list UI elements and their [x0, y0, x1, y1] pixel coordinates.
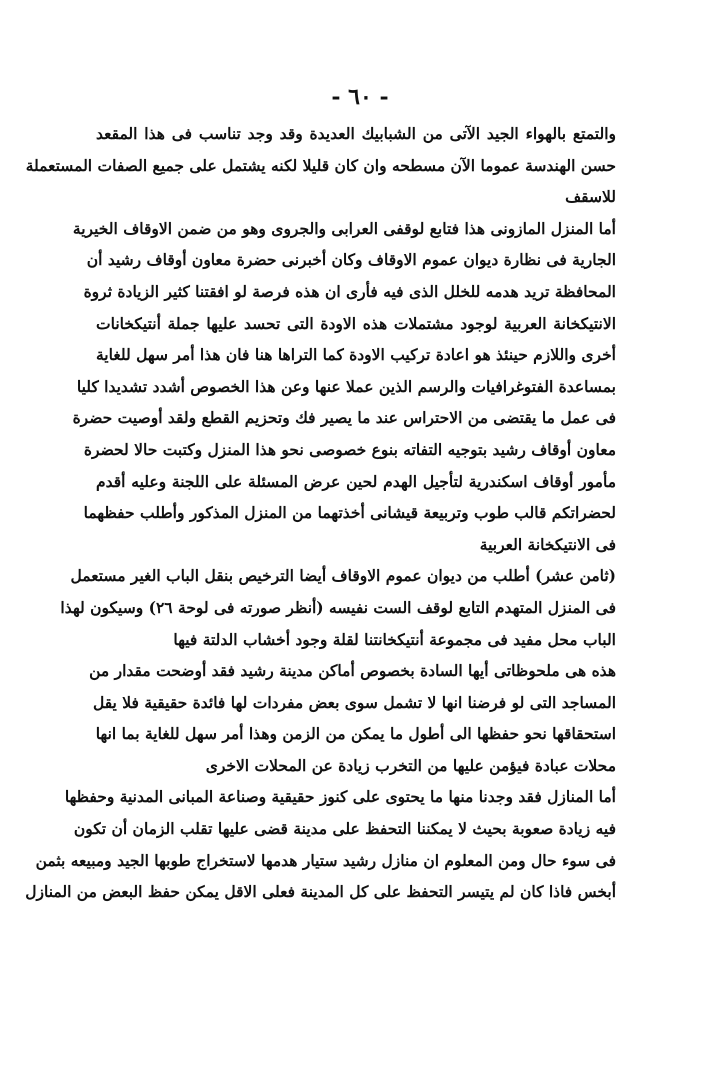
paragraph-p5 [25, 781, 616, 907]
paragraph-p3 [60, 560, 616, 655]
page-number: - ٦٠ - [331, 84, 389, 110]
paragraph-p4 [89, 655, 616, 781]
text-line: المساجد التى لو فرضنا انها لا تشمل سوى بعض مفردات لها فائدة حقيقية فلا يقل [92, 692, 616, 712]
text-line: بمساعدة الفتوغرافيات والرسم الذين عملا عنها وعن هذا الخصوص أشدد تشديدا كليا [76, 376, 616, 396]
text-line: المحافظة تريد هدمه للخلل الذى فيه فأرى ان هذه فرصة لو افقتنا كثير الزيادة ثروة [83, 281, 616, 301]
text-line: استحقاقها نحو حفظها الى أطول ما يمكن من الزمن وهذا أمر سهل للغاية بما انها [95, 724, 616, 744]
text-line: الانتيكخانة العربية لوجود مشتملات هذه الاودة التى تحسد عليها جملة أنتيكخانات [96, 313, 616, 333]
text-line: حسن الهندسة عموما الآن مسطحه وان كان قليلا لكنه يشتمل على جميع الصفات المستعملة [25, 155, 616, 175]
text-line: مأمور أوقاف اسكندرية لتأجيل الهدم لحين عرض المسئلة على اللجنة وعليه أقدم [96, 471, 616, 491]
text-line: فى الانتيكخانة العربية [479, 534, 616, 554]
text-line: هذه هى ملحوظاتى أيها السادة بخصوص أماكن مدينة رشيد فقد أوضحت مقدار من [89, 661, 616, 681]
text-line: والتمتع بالهواء الجيد الآتى من الشبابيك العديدة وقد وجد تناسب فى هذا المقعد [96, 124, 616, 143]
text-line: فيه زيادة صعوبة بحيث لا يمكننا التحفظ على مدينة قضى عليها تقلب الزمان أن تكون [73, 819, 616, 839]
text-line: معاون أوقاف رشيد بتوجيه التفاته بنوع خصوصى نحو هذا المنزل وكتبت حالا لحضرة [83, 439, 616, 459]
text-line: فى المنزل المتهدم التابع لوقف الست نفيسه (أنظر صورته فى لوحة ٢٦) وسيكون لهذا [60, 597, 616, 617]
text-line: أبخس فاذا كان لم يتيسر التحفظ على كل المدينة فعلى الاقل يمكن حفظ البعض من المنازل [25, 882, 616, 902]
text-line: فى سوء حال ومن المعلوم ان منازل رشيد ستيار هدمها لاستخراج طوبها الجيد ومبيعه بثمن [35, 850, 616, 870]
text-line: أخرى واللازم حينئذ هو اعادة تركيب الاودة كما التراها هنا فان هذا أمر سهل للغاية [96, 345, 616, 365]
paragraph-p2 [72, 213, 616, 561]
text-line: الباب محل مفيد فى مجموعة أنتيكخانتنا لقلة وجود أخشاب الدلتة فيها [173, 629, 616, 649]
text-line: لحضراتكم قالب طوب وتربيعة قيشانى أخذتهما من المنزل المذكور وأطلب حفظهما [83, 503, 616, 523]
text-line: فى عمل ما يقتضى من الاحتراس عند ما يصير فك وتحزيم القطع ولقد أوصيت حضرة [72, 408, 616, 428]
text-line: أما المنزل المازونى هذا فتابع لوقفى العرابى والجروى وهو من ضمن الاوقاف الخيرية [72, 218, 616, 238]
text-line: (ثامن عشر) أطلب من ديوان عموم الاوقاف أيضا الترخيص بنقل الباب الغير مستعمل [70, 566, 616, 586]
text-line: أما المنازل فقد وجدنا منها ما يحتوى على كنوز حقيقية وصناعة المبانى المدنية وحفظها [64, 787, 616, 807]
text-line: الجارية فى نظارة ديوان عموم الاوقاف وكان أخبرنى حضرة معاون أوقاف رشيد أن [86, 250, 616, 270]
paragraph-p1 [25, 118, 616, 213]
body-text [25, 118, 616, 908]
text-line: للاسقف [565, 187, 616, 207]
text-line: محلات عبادة فيؤمن عليها من التخرب زيادة عن المحلات الاخرى [205, 755, 616, 775]
